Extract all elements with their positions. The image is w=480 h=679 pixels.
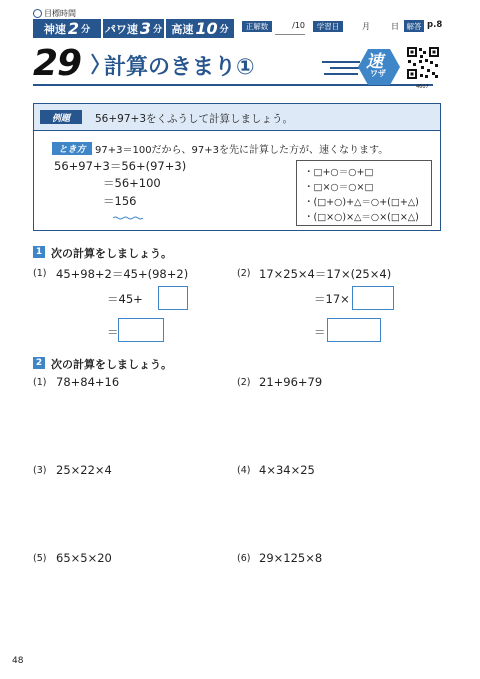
- time-unit: 分: [153, 25, 163, 35]
- problem-step-3: ＝: [314, 325, 326, 339]
- problem-number: (5): [33, 553, 47, 564]
- time-value: 10: [195, 19, 218, 38]
- answer-wavy-underline: [113, 205, 143, 209]
- study-day-badge: [313, 21, 343, 32]
- time-label: 神速: [43, 22, 66, 36]
- solution-step-2: ＝56+100: [103, 176, 161, 190]
- qr-code-icon: [406, 46, 440, 80]
- rule-associative-mul: ・(□×○)×△＝○×(□×△): [304, 212, 419, 223]
- problem-expression: 21+96+79: [259, 375, 323, 389]
- section-1-title: 次の計算をしましょう。: [51, 247, 172, 260]
- solution-step-1: 56+97+3＝56+(97+3): [54, 159, 187, 173]
- problem-number: (4): [237, 465, 251, 476]
- correct-count-badge: [242, 21, 272, 32]
- problem-number: (1): [33, 377, 47, 388]
- score-total: /10: [292, 21, 305, 30]
- lesson-number: 29: [33, 43, 82, 84]
- time-label: 高速: [171, 22, 194, 36]
- problem-expression: 25×22×4: [56, 463, 112, 477]
- time-pawasoku: [103, 19, 164, 38]
- answer-box[interactable]: [118, 318, 164, 342]
- rule-commutative-add: ・□+○＝○+□: [304, 167, 374, 178]
- section-1-number: 1: [35, 247, 43, 257]
- answer-box[interactable]: [327, 318, 381, 342]
- answer-box[interactable]: [158, 286, 188, 310]
- correct-count-label: 正解数: [245, 22, 269, 31]
- time-kousoku: [166, 19, 234, 38]
- problem-expression: 45+98+2＝45+(98+2): [56, 267, 189, 281]
- time-value: 2: [67, 19, 80, 38]
- qr-code-number: 4607: [416, 84, 429, 90]
- problem-number: (2): [237, 377, 251, 388]
- rule-associative-add: ・(□+○)+△＝○+(□+△): [304, 197, 419, 208]
- section-1-badge: [33, 246, 45, 258]
- problem-step-2: ＝45+: [107, 292, 143, 306]
- example-label: [40, 110, 82, 124]
- time-label: パワ速: [104, 22, 138, 36]
- time-unit: 分: [81, 25, 91, 35]
- section-2-title: 次の計算をしましょう。: [51, 358, 172, 371]
- example-problem: 56+97+3をくふうして計算しましょう。: [95, 113, 293, 125]
- section-2-badge: [33, 357, 45, 369]
- score-field[interactable]: [275, 21, 305, 35]
- problem-step-2: ＝17×: [314, 292, 350, 306]
- problem-number: (3): [33, 465, 47, 476]
- problem-expression: 78+84+16: [56, 375, 120, 389]
- target-time-heading: [33, 8, 76, 19]
- rule-commutative-mul: ・□×○＝○×□: [304, 182, 374, 193]
- problem-number: (6): [237, 553, 251, 564]
- solution-step-3: ＝156: [103, 194, 137, 208]
- day-label: 日: [391, 22, 399, 31]
- target-time-label: 目標時間: [44, 9, 76, 18]
- section-2-number: 2: [35, 358, 43, 368]
- answer-label: 解答: [406, 21, 422, 31]
- title-chevron-icon: [90, 52, 100, 76]
- solution-label: [52, 142, 92, 155]
- problem-number: (1): [33, 268, 47, 279]
- lesson-title: 計算のきまり①: [104, 55, 255, 80]
- speed-badge-main: 速: [366, 52, 383, 72]
- problem-step-3: ＝: [107, 325, 119, 339]
- problem-expression: 17×25×4＝17×(25×4): [259, 267, 392, 281]
- example-label-text: 例題: [51, 113, 70, 124]
- solution-explanation: 97+3＝100だから、97+3を先に計算した方が、速くなります。: [95, 145, 389, 156]
- study-day-label: 学習日: [316, 22, 340, 31]
- month-label: 月: [362, 22, 370, 31]
- problem-expression: 4×34×25: [259, 463, 315, 477]
- solution-label-text: とき方: [58, 145, 86, 155]
- answer-box[interactable]: [352, 286, 394, 310]
- answer-badge: [404, 20, 424, 32]
- speed-badge-sub: ワザ: [370, 69, 386, 78]
- time-value: 3: [139, 19, 152, 38]
- answer-page: p.8: [427, 20, 443, 30]
- problem-expression: 29×125×8: [259, 551, 323, 565]
- problem-expression: 65×5×20: [56, 551, 112, 565]
- clock-icon: [33, 9, 42, 18]
- problem-number: (2): [237, 268, 251, 279]
- time-shinsoku: [33, 19, 101, 38]
- page-number: 48: [12, 656, 24, 666]
- time-unit: 分: [219, 25, 229, 35]
